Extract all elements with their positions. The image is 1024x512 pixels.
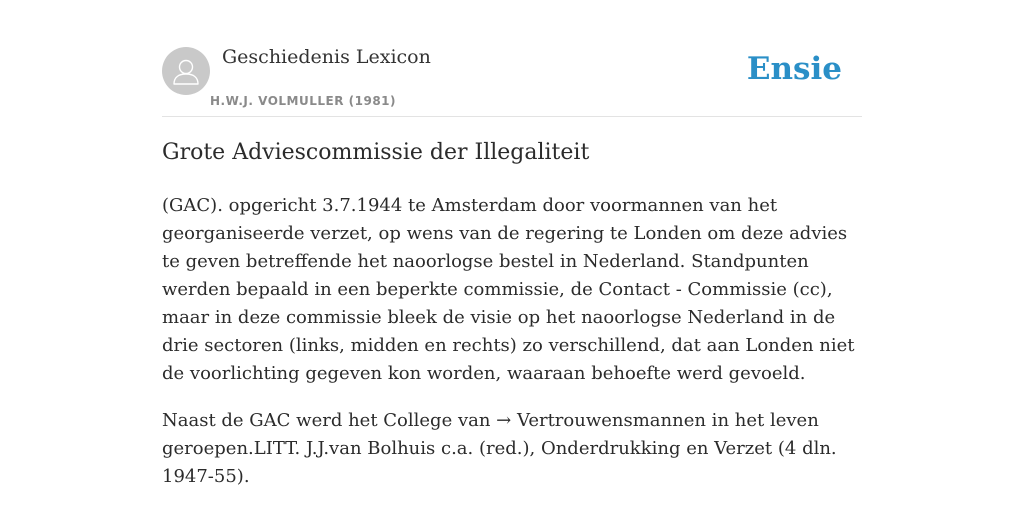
- ensie-logo[interactable]: Ensie: [746, 51, 842, 87]
- source-title-link[interactable]: Geschiedenis Lexicon: [222, 46, 431, 68]
- author-label[interactable]: H.W.J. VOLMULLER (1981): [210, 94, 397, 108]
- article-paragraph: (GAC). opgericht 3.7.1944 te Amsterdam door voormannen van het georganiseerde verzet, op wens van de regering te Londen om deze advies te geven betreffende het naoorlogse bestel in Nederland. Standpunten werden bepaald in een beperkte commissie, de Contact - Commissie (cc), maar in deze commissie bleek de visie op het naoorlogse Nederland in de drie sectoren (links, midden en rechts) zo verschillend, dat aan Londen niet de voorlichting gegeven kon worden, waaraan behoefte werd gevoeld.: [162, 195, 855, 384]
- article-title: Grote Adviescommissie der Illegaliteit: [162, 140, 590, 165]
- page-container: [162, 0, 862, 487]
- avatar[interactable]: [162, 47, 210, 95]
- article-paragraph: Naast de GAC werd het College van → Vertrouwensmannen in het leven geroepen.LITT. J.J.van Bolhuis c.a. (red.), Onderdrukking en Verzet (4 dln. 1947-55).: [162, 410, 837, 487]
- header: [162, 0, 862, 117]
- article-body: [162, 192, 862, 510]
- user-silhouette-icon: [162, 47, 210, 95]
